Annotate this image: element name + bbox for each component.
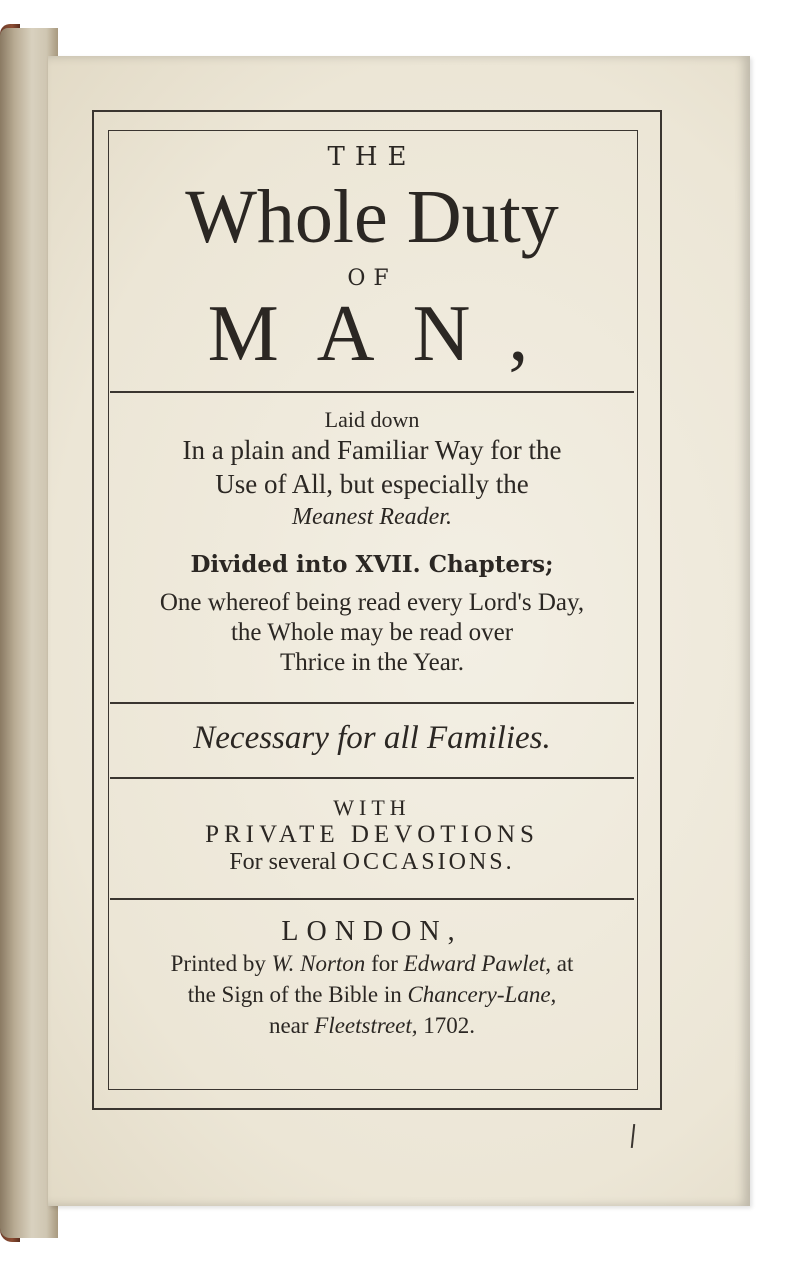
meanest-reader: Meanest Reader. (292, 504, 452, 530)
several-prefix: For several (229, 849, 337, 875)
title-of: OF (347, 266, 397, 291)
lords-day-text (110, 588, 634, 678)
title-whole-duty: Whole Duty (185, 175, 559, 259)
divider-rule (110, 777, 634, 779)
several-occasions (110, 849, 634, 876)
several-caps: OCCASIONS. (342, 849, 515, 875)
laid-down: Laid down (324, 407, 420, 432)
imprint-city: LONDON, (281, 916, 463, 947)
imprint-sign: the Sign of the Bible in (187, 982, 402, 1007)
divider-rule (110, 898, 634, 900)
imprint-printer: W. Norton (271, 951, 366, 976)
divided-chapters: Divided into XVII. Chapters; (190, 551, 554, 578)
imprint-line-2 (100, 979, 644, 1010)
title-the: THE (327, 142, 417, 172)
title-page-text (110, 132, 634, 1086)
lords-line-3: Thrice in the Year. (280, 649, 464, 676)
imprint-printed-by: Printed by (170, 951, 266, 976)
imprint-near: near (268, 1013, 309, 1038)
imprint-year: 1702. (423, 1013, 476, 1038)
subtitle-line-2: Use of All, but especially the (215, 469, 529, 499)
imprint-for: for (371, 951, 398, 976)
title-man: MAN, (207, 290, 567, 378)
divider-rule (110, 702, 634, 704)
subtitle-line-1: In a plain and Familiar Way for the (182, 435, 562, 465)
imprint-bookseller: Edward Pawlet, (403, 951, 552, 976)
imprint-line-3 (100, 1010, 644, 1041)
private-devotions: PRIVATE DEVOTIONS (205, 821, 539, 848)
imprint-street: Chancery-Lane, (407, 982, 557, 1007)
imprint-at: at (556, 951, 574, 976)
necessary-families: Necessary for all Families. (193, 720, 551, 756)
imprint-location: Fleetstreet, (314, 1013, 418, 1038)
imprint-line-1 (100, 948, 644, 979)
with-label: WITH (333, 795, 411, 820)
divider-rule (110, 391, 634, 393)
lords-line-2: the Whole may be read over (230, 619, 514, 646)
lords-line-1: One whereof being read every Lord's Day, (159, 589, 585, 616)
